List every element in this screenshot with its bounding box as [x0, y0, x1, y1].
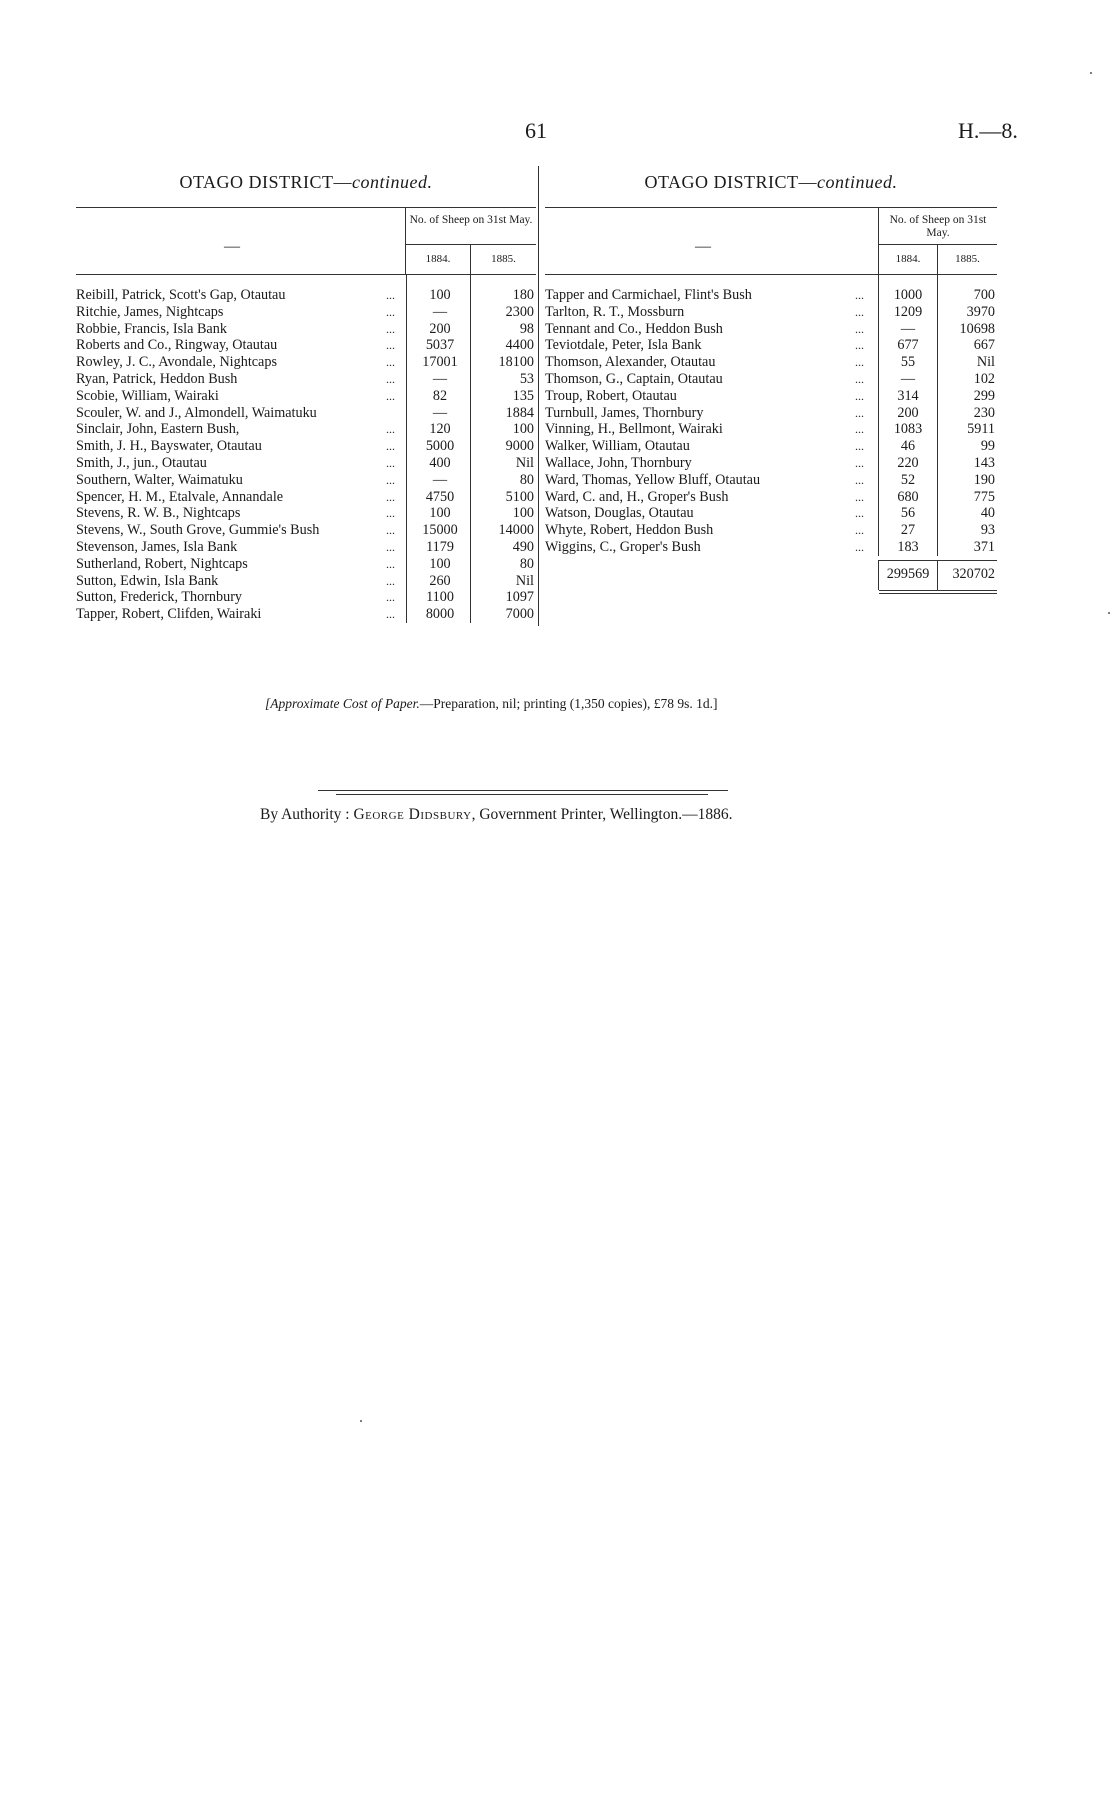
left-table-body: [76, 274, 536, 623]
paper-speck: [1090, 72, 1092, 74]
row-name: Wallace, John, Thornbury: [545, 454, 692, 471]
table-row: [76, 522, 536, 539]
value-1884: 17001: [422, 354, 458, 371]
row-leader-dots: ...: [386, 422, 395, 437]
value-1884: 100: [429, 555, 451, 572]
value-1885: 5911: [967, 421, 995, 438]
center-divider: [538, 166, 539, 626]
row-name: Scouler, W. and J., Almondell, Waimatuku: [76, 404, 317, 421]
row-leader-dots: ...: [855, 288, 864, 302]
value-1885: 1884: [505, 404, 534, 421]
right-table-title: OTAGO DISTRICT—continued.: [644, 172, 898, 192]
table-row: [76, 304, 536, 321]
row-name: Teviotdale, Peter, Isla Bank: [545, 337, 702, 354]
table-row: [545, 321, 997, 338]
row-name: Thomson, Alexander, Otautau: [545, 354, 716, 371]
value-1885: Nil: [515, 572, 534, 589]
table-row: [545, 388, 997, 405]
table-row: [545, 455, 997, 472]
cost-note: [Approximate Cost of Paper.—Preparation, nil; printing (1,350 copies), £78 9s. 1d.]: [265, 696, 718, 711]
value-1885: 18100: [498, 354, 534, 371]
value-1885: 40: [980, 505, 995, 522]
row-name: Tarlton, R. T., Mossburn: [545, 303, 685, 320]
value-1884: 27: [900, 522, 916, 539]
value-1884: 314: [897, 387, 919, 404]
row-name: Southern, Walter, Waimatuku: [76, 471, 243, 488]
value-1884: 1000: [893, 287, 923, 303]
table-row: [76, 354, 536, 371]
value-1884: 120: [429, 421, 451, 438]
row-name: Stevens, W., South Grove, Gummie's Bush: [76, 522, 320, 539]
left-table-header: [76, 207, 536, 274]
footer-rule: [318, 790, 728, 791]
value-1884: 400: [429, 454, 451, 471]
value-1884: 677: [897, 337, 919, 354]
paper-speck: [1108, 612, 1110, 614]
row-leader-dots: ...: [855, 489, 864, 504]
table-row: [545, 539, 997, 556]
row-leader-dots: ...: [855, 355, 864, 370]
right-group-head: No. of Sheep on 31st May.: [879, 208, 997, 245]
table-row: [545, 472, 997, 489]
row-leader-dots: ...: [855, 439, 864, 454]
row-leader-dots: ...: [855, 472, 864, 487]
row-name: Stevenson, James, Isla Bank: [76, 538, 238, 555]
row-leader-dots: ...: [386, 523, 395, 538]
row-name: Walker, William, Otautau: [545, 438, 690, 455]
value-1885: 371: [973, 538, 995, 555]
row-leader-dots: ...: [855, 405, 864, 420]
value-1885: 14000: [498, 522, 534, 539]
row-leader-dots: ...: [386, 288, 395, 302]
value-1884: 82: [432, 387, 448, 404]
row-name: Vinning, H., Bellmont, Wairaki: [545, 421, 723, 438]
value-1884: 200: [897, 404, 919, 421]
value-1885: 100: [512, 421, 534, 438]
paper-speck: [360, 1420, 362, 1422]
table-row: [76, 438, 536, 455]
value-1884: 183: [897, 538, 919, 555]
value-1884: 5000: [425, 438, 455, 455]
value-1885: 98: [519, 320, 534, 337]
row-name: Smith, J., jun., Otautau: [76, 454, 207, 471]
row-leader-dots: ...: [386, 455, 395, 470]
value-1884: 8000: [425, 606, 455, 623]
value-1884: —: [432, 370, 448, 387]
right-table-header: [545, 207, 997, 274]
row-name: Ward, Thomas, Yellow Bluff, Otautau: [545, 471, 761, 488]
value-1884: 1100: [426, 589, 454, 606]
left-stub-head: —: [224, 238, 240, 255]
value-1884: 1209: [893, 303, 923, 320]
row-leader-dots: ...: [855, 321, 864, 336]
right-table: [545, 172, 997, 598]
value-1885: 230: [973, 404, 995, 421]
table-row: [545, 337, 997, 354]
total-1885: 320702: [952, 565, 995, 582]
value-1884: 46: [900, 438, 916, 455]
value-1885: 2300: [505, 303, 534, 320]
value-1884: —: [900, 320, 916, 337]
row-name: Sutton, Edwin, Isla Bank: [76, 572, 219, 589]
table-row: [76, 388, 536, 405]
right-year-1885-head: 1885.: [937, 245, 997, 274]
row-leader-dots: ...: [386, 321, 395, 336]
table-row: [76, 337, 536, 354]
left-table-title: OTAGO DISTRICT—continued.: [179, 172, 433, 192]
row-name: Troup, Robert, Otautau: [545, 387, 677, 404]
table-row: [545, 438, 997, 455]
row-name: Sutherland, Robert, Nightcaps: [76, 555, 248, 572]
row-name: Whyte, Robert, Heddon Bush: [545, 522, 714, 539]
row-leader-dots: ...: [855, 422, 864, 437]
table-row: [545, 489, 997, 506]
left-column-group: [405, 208, 536, 274]
value-1885: 135: [512, 387, 534, 404]
value-1885: 10698: [959, 320, 995, 337]
value-1884: 1179: [426, 538, 454, 555]
row-leader-dots: ...: [855, 304, 864, 319]
value-1885: 1097: [505, 589, 534, 606]
value-1885: 80: [519, 471, 534, 488]
right-table-body: [545, 274, 997, 556]
value-1885: 80: [519, 555, 534, 572]
table-row: [76, 556, 536, 573]
value-1884: 220: [897, 454, 919, 471]
table-row: [76, 421, 536, 438]
value-1885: 490: [512, 538, 534, 555]
value-1884: 680: [897, 488, 919, 505]
row-name: Ryan, Patrick, Heddon Bush: [76, 370, 238, 387]
left-group-head: No. of Sheep on 31st May.: [406, 208, 536, 245]
value-1884: 1083: [893, 421, 923, 438]
value-1884: 56: [900, 505, 916, 522]
value-1885: 299: [973, 387, 995, 404]
right-year-1884-head: 1884.: [895, 253, 921, 265]
row-name: Turnbull, James, Thornbury: [545, 404, 704, 421]
value-1885: 4400: [505, 337, 534, 354]
row-leader-dots: ...: [386, 304, 395, 319]
table-row: [76, 371, 536, 388]
row-leader-dots: ...: [386, 371, 395, 386]
row-leader-dots: ...: [855, 455, 864, 470]
value-1885: 5100: [505, 488, 534, 505]
value-1885: 102: [973, 370, 995, 387]
value-1884: 260: [429, 572, 451, 589]
left-year-1885-head: 1885.: [470, 245, 536, 274]
left-year-1884-head: 1884.: [425, 253, 451, 265]
value-1884: —: [900, 370, 916, 387]
row-leader-dots: ...: [386, 573, 395, 588]
row-leader-dots: ...: [386, 590, 395, 605]
row-name: Thomson, G., Captain, Otautau: [545, 370, 723, 387]
row-leader-dots: ...: [386, 556, 395, 571]
table-row: [76, 606, 536, 623]
row-name: Stevens, R. W. B., Nightcaps: [76, 505, 241, 522]
value-1885: 3970: [966, 303, 995, 320]
row-name: Scobie, William, Wairaki: [76, 387, 219, 404]
row-leader-dots: ...: [386, 472, 395, 487]
row-name: Wiggins, C., Groper's Bush: [545, 538, 701, 555]
value-1885: 775: [973, 488, 995, 505]
value-1885: 9000: [505, 438, 534, 455]
total-1884: 299569: [886, 565, 930, 582]
value-1885: 7000: [505, 606, 534, 623]
table-row: [545, 421, 997, 438]
row-leader-dots: ...: [855, 371, 864, 386]
table-row: [545, 405, 997, 422]
table-row: [76, 573, 536, 590]
footer-rule-inner: [336, 794, 708, 795]
table-row: [76, 287, 536, 304]
value-1884: 100: [429, 287, 451, 303]
table-row: [76, 489, 536, 506]
right-total-row: [545, 560, 997, 598]
table-row: [545, 505, 997, 522]
value-1884: 4750: [425, 488, 455, 505]
table-row: [545, 522, 997, 539]
row-leader-dots: ...: [386, 539, 395, 554]
table-row: [76, 539, 536, 556]
row-leader-dots: ...: [855, 539, 864, 554]
right-stub-head: —: [695, 238, 711, 255]
table-row: [76, 455, 536, 472]
row-name: Sinclair, John, Eastern Bush,: [76, 421, 240, 438]
row-leader-dots: ...: [855, 338, 864, 353]
row-leader-dots: ...: [855, 523, 864, 538]
row-name: Tapper and Carmichael, Flint's Bush: [545, 287, 752, 303]
table-row: [76, 405, 536, 422]
value-1885: 93: [980, 522, 995, 539]
row-leader-dots: ...: [386, 607, 395, 622]
row-leader-dots: ...: [386, 338, 395, 353]
row-name: Reibill, Patrick, Scott's Gap, Otautau: [76, 287, 286, 303]
value-1884: —: [432, 404, 448, 421]
value-1885: Nil: [515, 454, 534, 471]
table-row: [76, 505, 536, 522]
value-1884: —: [432, 303, 448, 320]
row-name: Robbie, Francis, Isla Bank: [76, 320, 227, 337]
value-1885: 143: [973, 454, 995, 471]
page-number: 61: [525, 118, 547, 143]
row-name: Rowley, J. C., Avondale, Nightcaps: [76, 354, 277, 371]
row-leader-dots: ...: [386, 355, 395, 370]
value-1885: 53: [519, 370, 534, 387]
value-1884: 15000: [422, 522, 458, 539]
right-column-group: [878, 208, 997, 274]
table-row: [76, 472, 536, 489]
value-1885: Nil: [976, 354, 995, 371]
row-name: Ritchie, James, Nightcaps: [76, 303, 224, 320]
value-1885: 99: [980, 438, 995, 455]
table-row: [545, 304, 997, 321]
value-1884: 200: [429, 320, 451, 337]
row-name: Tapper, Robert, Clifden, Wairaki: [76, 606, 262, 623]
row-name: Watson, Douglas, Otautau: [545, 505, 694, 522]
left-table: [76, 172, 536, 623]
row-name: Tennant and Co., Heddon Bush: [545, 320, 723, 337]
value-1885: 190: [973, 471, 995, 488]
value-1884: 100: [429, 505, 451, 522]
table-row: [545, 287, 997, 304]
value-1884: —: [432, 471, 448, 488]
authority-line: By Authority : George Didsbury, Government Printer, Wellington.—1886.: [260, 806, 733, 823]
value-1885: 667: [973, 337, 995, 354]
row-leader-dots: ...: [386, 489, 395, 504]
row-leader-dots: ...: [855, 506, 864, 521]
row-leader-dots: ...: [386, 388, 395, 403]
row-name: Smith, J. H., Bayswater, Otautau: [76, 438, 262, 455]
row-name: Ward, C. and, H., Groper's Bush: [545, 488, 729, 505]
table-row: [545, 354, 997, 371]
row-leader-dots: ...: [386, 506, 395, 521]
table-row: [76, 321, 536, 338]
value-1885: 180: [512, 287, 534, 303]
document-reference: H.—8.: [958, 118, 1018, 143]
row-name: Sutton, Frederick, Thornbury: [76, 589, 243, 606]
table-row: [76, 589, 536, 606]
value-1884: 52: [900, 471, 916, 488]
row-name: Roberts and Co., Ringway, Otautau: [76, 337, 278, 354]
row-leader-dots: ...: [386, 439, 395, 454]
value-1885: 100: [512, 505, 534, 522]
value-1884: 5037: [425, 337, 455, 354]
value-1884: 55: [900, 354, 916, 371]
row-leader-dots: ...: [855, 388, 864, 403]
table-row: [545, 371, 997, 388]
value-1885: 700: [973, 287, 995, 303]
row-name: Spencer, H. M., Etalvale, Annandale: [76, 488, 284, 505]
